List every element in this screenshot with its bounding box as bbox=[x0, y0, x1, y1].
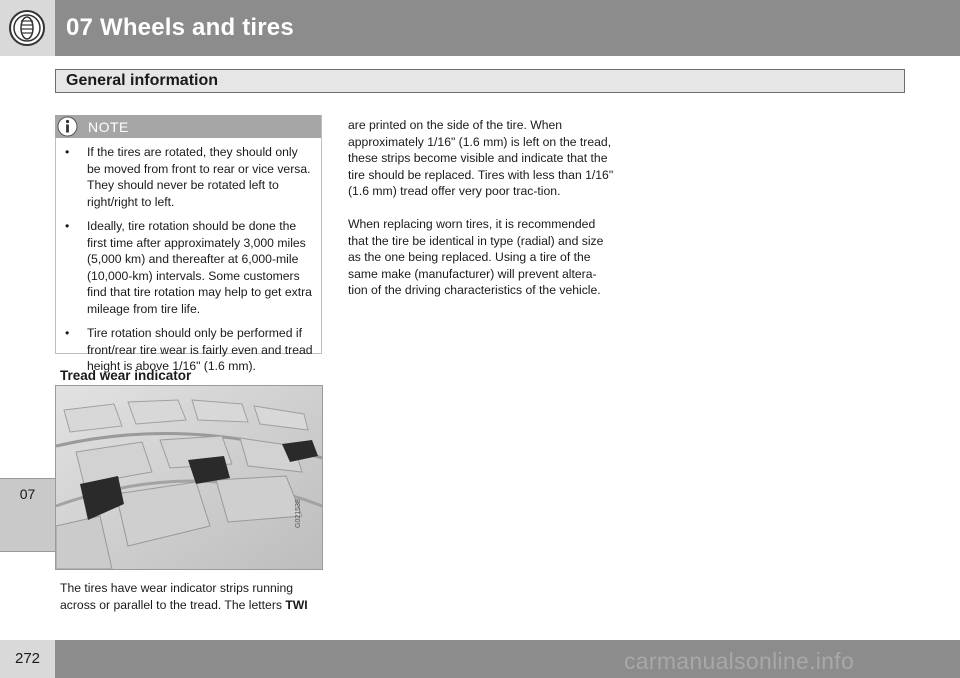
chapter-title: 07 Wheels and tires bbox=[66, 14, 294, 41]
section-title: General information bbox=[66, 72, 219, 89]
note-item-text: Tire rotation should only be performed if front/rear tire wear is fairly even and tread height is above 1/16" (1.6 mm). bbox=[87, 326, 313, 373]
bullet: • bbox=[65, 326, 70, 340]
note-item-text: Ideally, tire rotation should be done the first time after approximately 3,000 miles (5,000 km) and thereafter at 6,000-mile (10,000-km) intervals. Some customers find that tire rotation may help to get extra mileage from tire life. bbox=[87, 219, 312, 316]
note-list bbox=[62, 144, 314, 383]
body-paragraph bbox=[60, 580, 322, 613]
note-item bbox=[62, 144, 314, 210]
bullet: • bbox=[65, 219, 70, 233]
figure-id: G021538 bbox=[295, 499, 302, 528]
note-item-text: If the tires are rotated, they should only be moved from front to rear or vice versa. They should never be rotated left to right/right to left. bbox=[87, 145, 311, 209]
note-title: NOTE bbox=[88, 119, 129, 135]
body-paragraph: are printed on the side of the tire. When approximately 1/16" (1.6 mm) is left on the tread, these strips become visible and indicate that the tire should be replaced. Tires with less than 1/16" (1.6 mm) tread offer very poor trac-tion. bbox=[348, 118, 614, 198]
info-icon bbox=[57, 116, 78, 137]
page-number: 272 bbox=[14, 650, 41, 667]
body-paragraph: When replacing worn tires, it is recommended that the tire be identical in type (radial) and size as the one being replaced. Using a tire of the same make (manufacturer) will prevent altera-tion of the driving characteristics of the vehicle. bbox=[348, 217, 604, 297]
twi-label: TWI bbox=[285, 597, 308, 612]
paragraph-text: The tires have wear indicator strips running across or parallel to the tread. The letters bbox=[60, 581, 294, 612]
tread-wear-heading: Tread wear indicator bbox=[60, 368, 192, 383]
note-item bbox=[62, 218, 314, 317]
tire-tread-illustration bbox=[55, 385, 323, 570]
watermark: carmanualsonline.info bbox=[624, 648, 855, 674]
wheel-icon bbox=[8, 9, 46, 47]
chapter-icon-box bbox=[0, 0, 55, 56]
chapter-tab-label: 07 bbox=[19, 486, 36, 502]
left-margin bbox=[0, 56, 55, 640]
bullet: • bbox=[65, 145, 70, 159]
tire-tread-drawing bbox=[56, 386, 322, 569]
